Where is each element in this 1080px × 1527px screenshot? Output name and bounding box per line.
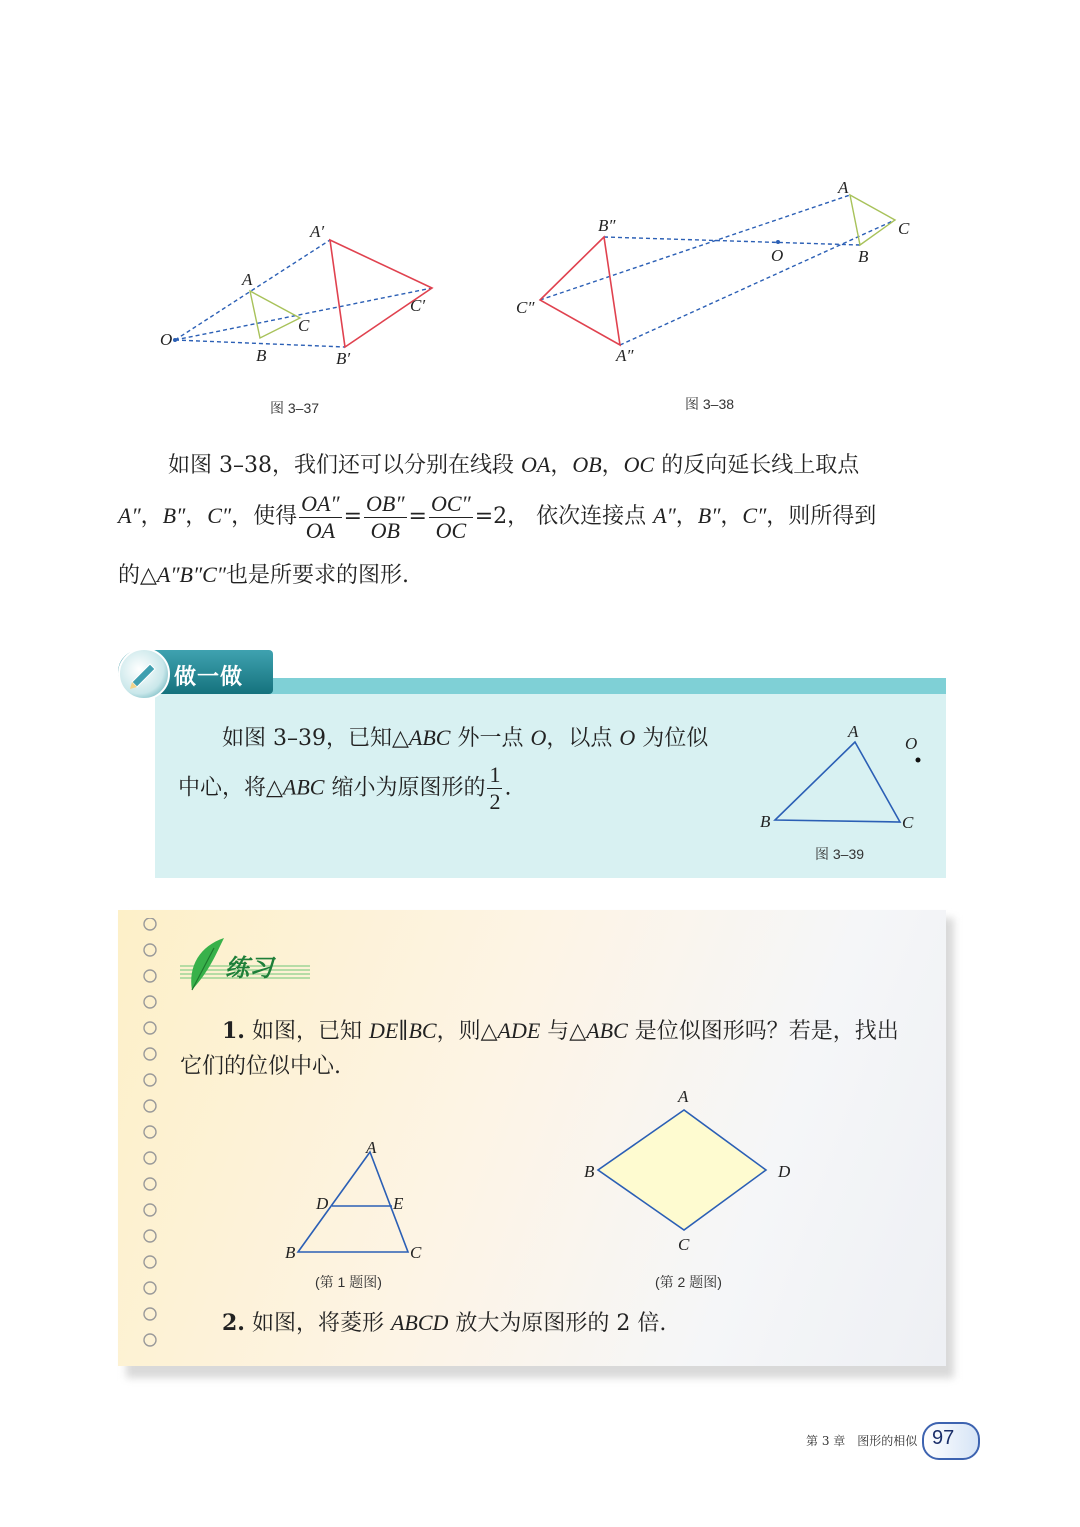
footer-chapter: 第 3 章 图形的相似 bbox=[806, 1434, 918, 1448]
paragraph-line-3: 的△A″B″C″也是所要求的图形. bbox=[118, 562, 409, 588]
activity-line-1: 如图 3–39，已知△ABC 外一点 O，以点 O 为位似 bbox=[222, 725, 709, 751]
fig37-label-A1: A′ bbox=[310, 222, 325, 241]
paragraph-line-1: 如图 3–38，我们还可以分别在线段 OA，OB，OC 的反向延长线上取点 bbox=[168, 452, 860, 478]
fig39-label-A: A bbox=[848, 722, 859, 741]
ex2-label-D: D bbox=[778, 1162, 791, 1181]
fig39-caption: 图 3–39 bbox=[815, 846, 865, 862]
ex2-label-C: C bbox=[678, 1235, 690, 1254]
fig37-label-B: B bbox=[256, 346, 267, 365]
fraction-oa: $\frac{OA''}{OA}$ bbox=[301, 490, 340, 543]
paragraph-line-2: A″，B″，C″，使得 $\frac{OA''}{OA}$ = $\frac{OB''}{OB}$ = $\frac{OC''}{OC}$ =2， 依次连接点 A″，B″，C″，则所得到 bbox=[118, 490, 877, 543]
fig38-caption: 图 3–38 bbox=[685, 396, 735, 412]
exercise-figure-2 bbox=[590, 1100, 780, 1235]
fig38-label-C: C bbox=[898, 219, 910, 238]
ex1-label-D: D bbox=[316, 1194, 329, 1213]
page-number: 97 bbox=[932, 1427, 955, 1449]
fig38-label-C2: C″ bbox=[516, 298, 535, 317]
figure-3-38 bbox=[510, 175, 930, 365]
fraction-oc: $\frac{OC''}{OC}$ bbox=[430, 490, 471, 543]
fig37-label-O: O bbox=[160, 330, 173, 349]
fig38-label-A: A bbox=[838, 178, 849, 197]
ex2-label-A: A bbox=[678, 1087, 689, 1106]
exercise-q2: 2. 如图，将菱形 ABCD 放大为原图形的 2 倍. bbox=[222, 1310, 667, 1336]
exercise-title: 练习 bbox=[225, 955, 273, 982]
exercise-q1-line-2: 它们的位似中心. bbox=[180, 1054, 341, 1079]
ex1-label-A: A bbox=[366, 1138, 377, 1157]
ex1-label-C: C bbox=[410, 1243, 422, 1262]
fig39-label-O: O bbox=[905, 734, 918, 753]
activity-icon bbox=[118, 648, 170, 700]
fig38-label-B2: B″ bbox=[598, 216, 616, 235]
pencil-icon bbox=[120, 650, 168, 698]
fig38-label-O: O bbox=[771, 246, 784, 265]
ex2-caption: (第 2 题图) bbox=[655, 1274, 722, 1290]
exercise-figure-1 bbox=[280, 1140, 430, 1260]
activity-title: 做一做 bbox=[174, 664, 244, 689]
fig37-label-C1: C′ bbox=[410, 296, 426, 315]
fig37-label-B1: B′ bbox=[336, 349, 351, 368]
exercise-q1-line-1: 1. 如图，已知 DE∥BC，则△ADE 与△ABC 是位似图形吗？若是，找出 bbox=[222, 1018, 899, 1044]
fig38-label-A2: A″ bbox=[616, 346, 634, 365]
ex1-label-E: E bbox=[393, 1194, 404, 1213]
fig37-label-C: C bbox=[298, 316, 310, 335]
figure-3-37 bbox=[150, 215, 450, 390]
ex1-label-B: B bbox=[285, 1243, 296, 1262]
ex2-label-B: B bbox=[584, 1162, 595, 1181]
ex1-caption: (第 1 题图) bbox=[315, 1274, 382, 1290]
notebook-rings bbox=[138, 918, 162, 1358]
fig39-label-C: C bbox=[902, 813, 914, 832]
fig38-label-B: B bbox=[858, 247, 869, 266]
fig39-label-B: B bbox=[760, 812, 771, 831]
fraction-ob: $\frac{OB''}{OB}$ bbox=[366, 490, 405, 543]
activity-line-2: 中心，将△ABC 缩小为原图形的 $\frac{1}{2}$ . bbox=[178, 762, 512, 814]
fig37-caption: 图 3–37 bbox=[270, 400, 320, 416]
activity-header-bar bbox=[155, 678, 946, 694]
fig37-label-A: A bbox=[242, 270, 253, 289]
fraction-one-half: $\frac{1}{2}$ bbox=[489, 762, 501, 814]
